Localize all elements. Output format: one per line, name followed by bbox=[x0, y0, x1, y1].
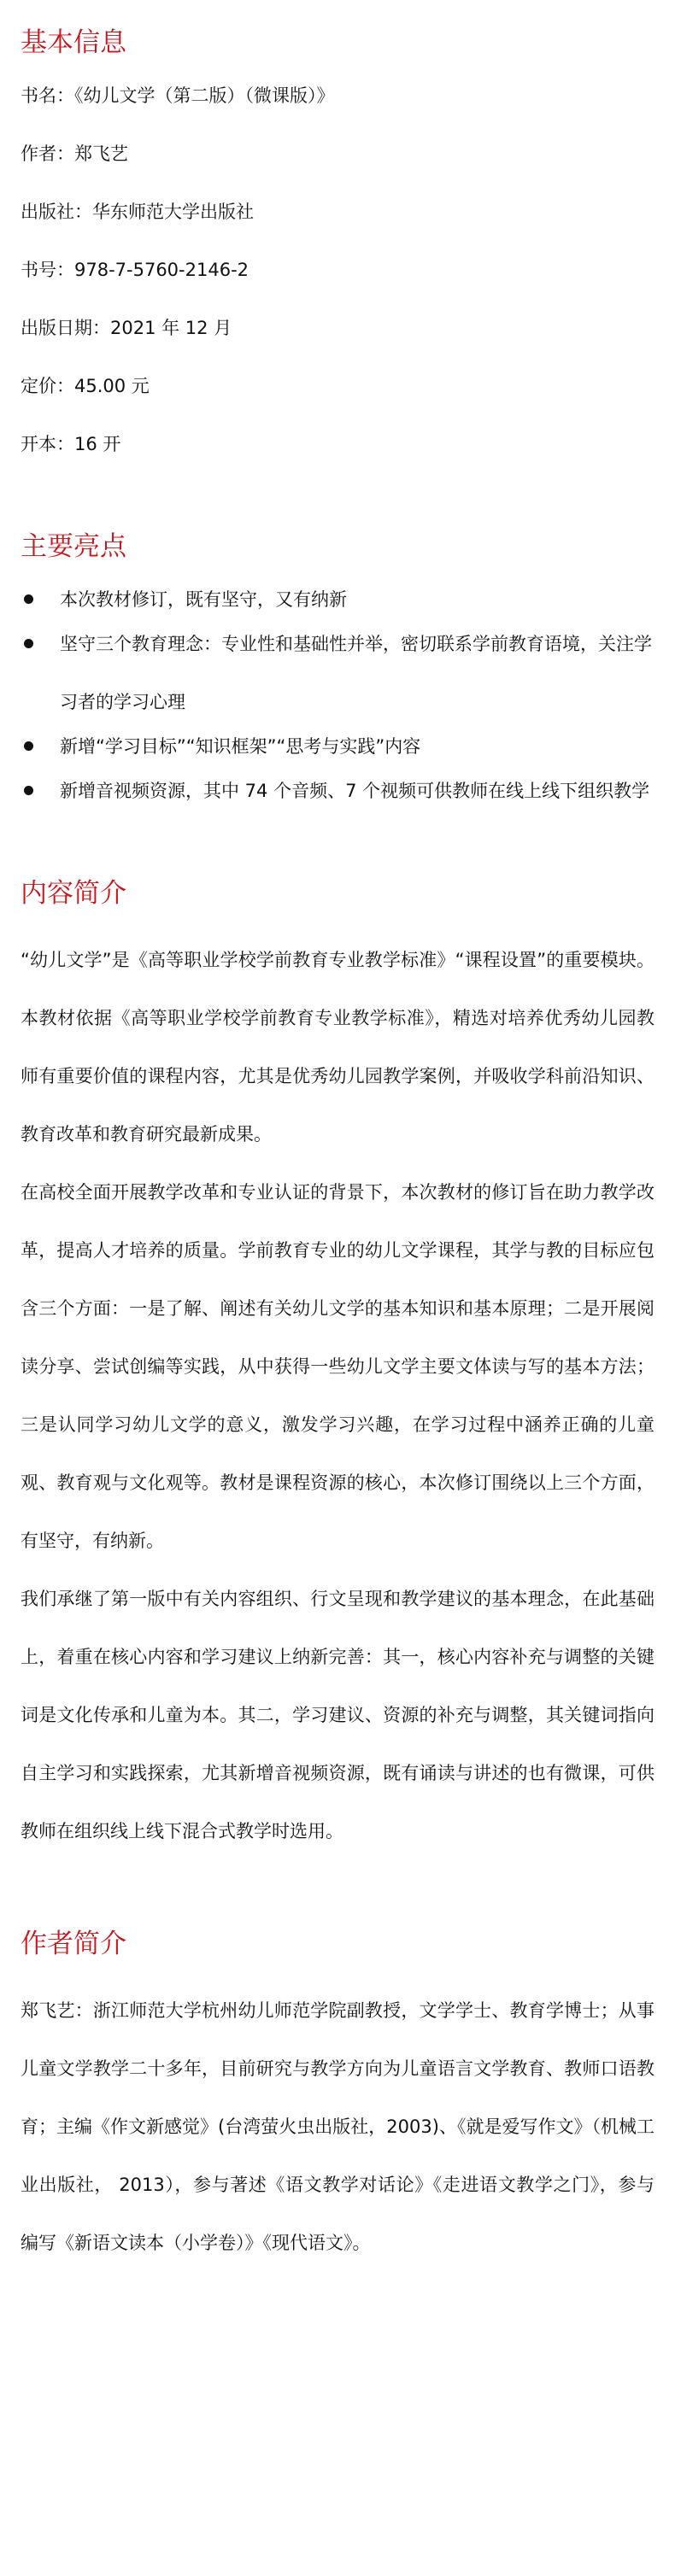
author-paragraph: 郑飞艺：浙江师范大学杭州幼儿师范学院副教授，文学学士、教育学博士；从事儿童文学教学二十多年，目前研究与教学方向为儿童语言文学教育、教师口语教育；主编《作文新感觉》(台湾萤火虫出版社，2003)、《就是爱写作文》（机械工业出版社， 2013），参与著述《语文教学对话论》《走进语文教学之门》，参与编写《新语文读本（小学卷）》《现代语文》。 bbox=[21, 2000, 654, 2253]
list-item bbox=[21, 615, 654, 731]
bullet-dot-icon bbox=[24, 786, 33, 795]
bullet-dot-icon bbox=[24, 594, 33, 604]
info-publisher: 出版社：华东师范大学出版社 bbox=[21, 202, 254, 222]
basic-info-title: 基本信息 bbox=[21, 27, 126, 58]
basic-info-section bbox=[21, 24, 654, 460]
intro-section bbox=[21, 875, 654, 1860]
list-item bbox=[21, 762, 654, 820]
info-book-name: 书名：《幼儿文学（第二版）（微课版）》 bbox=[21, 85, 335, 106]
info-author: 作者：郑飞艺 bbox=[21, 143, 128, 164]
highlight-text: 新增音视频资源，其中 74 个音频、7 个视频可供教师在线上线下组织教学 bbox=[60, 781, 650, 801]
bullet-dot-icon bbox=[24, 639, 33, 648]
highlights-title: 主要亮点 bbox=[21, 531, 126, 562]
author-section bbox=[21, 1925, 654, 2272]
intro-paragraph: 在高校全面开展教学改革和专业认证的背景下，本次教材的修订旨在助力教学改革，提高人才培养的质量。学前教育专业的幼儿文学课程，其学与教的目标应包含三个方面：一是了解、阐述有关幼儿文学的基本知识和基本原理；二是开展阅读分享、尝试创编等实践，从中获得一些幼儿文学主要文体读与写的基本方法；三是认同学习幼儿文学的意义，激发学习兴趣，在学习过程中涵养正确的儿童观、教育观与文化观等。教材是课程资源的核心，本次修订围绕以上三个方面，有坚守，有纳新。 bbox=[21, 1182, 654, 1551]
author-title: 作者简介 bbox=[21, 1929, 126, 1959]
highlight-text: 本次教材修订，既有坚守，又有纳新 bbox=[60, 589, 347, 610]
highlights-section bbox=[21, 528, 654, 820]
info-format: 开本：16 开 bbox=[21, 434, 121, 454]
intro-paragraph: “幼儿文学”是《高等职业学校学前教育专业教学标准》“课程设置”的重要模块。本教材依据《高等职业学校学前教育专业教学标准》，精选对培养优秀幼儿园教师有重要价值的课程内容，尤其是优秀幼儿园教学案例，并吸收学科前沿知识、教育改革和教育研究最新成果。 bbox=[21, 950, 654, 1145]
info-price: 定价：45.00 元 bbox=[21, 376, 150, 396]
info-publish-date: 出版日期：2021 年 12 月 bbox=[21, 318, 232, 338]
highlight-text: 新增“学习目标”“知识框架”“思考与实践”内容 bbox=[60, 736, 421, 757]
highlights-list bbox=[21, 571, 654, 820]
intro-title: 内容简介 bbox=[21, 878, 126, 909]
intro-paragraph: 我们承继了第一版中有关内容组织、行文呈现和教学建议的基本理念，在此基础上，着重在核心内容和学习建议上纳新完善：其一，核心内容补充与调整的关键词是文化传承和儿童为本。其二，学习建议、资源的补充与调整，其关键词指向自主学习和实践探索，尤其新增音视频资源，既有诵读与讲述的也有微课，可供教师在组织线上线下混合式教学时选用。 bbox=[21, 1589, 654, 1841]
highlight-text: 坚守三个教育理念：专业性和基础性并举，密切联系学前教育语境，关注学习者的学习心理 bbox=[60, 634, 652, 712]
bullet-dot-icon bbox=[24, 741, 33, 751]
info-isbn: 书号：978-7-5760-2146-2 bbox=[21, 260, 249, 280]
